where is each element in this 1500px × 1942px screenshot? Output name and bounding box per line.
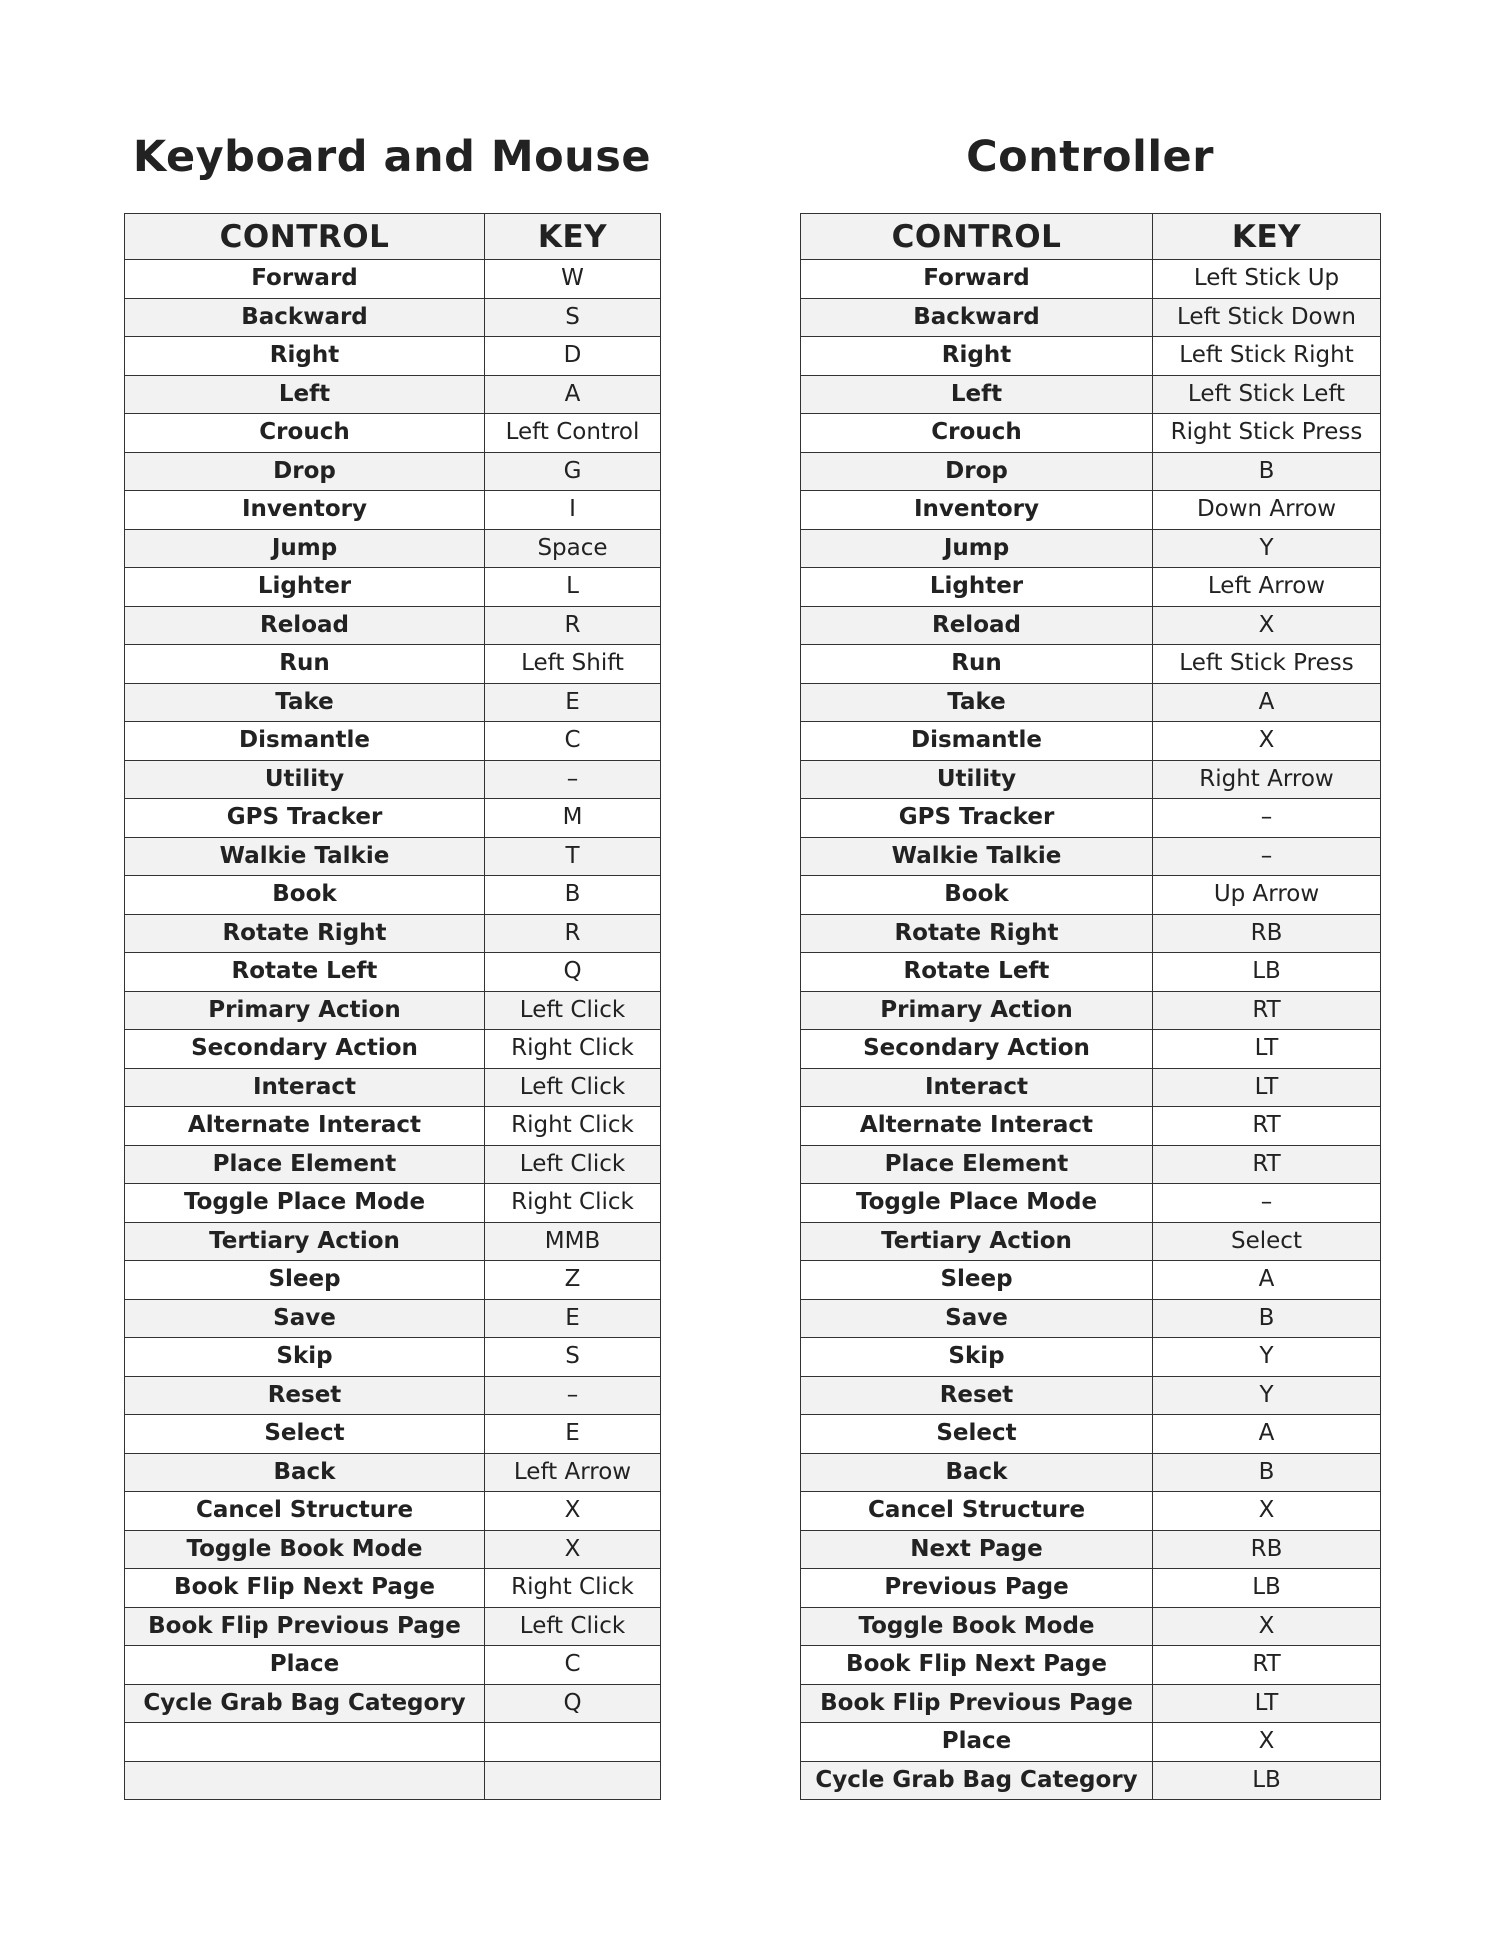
- control-cell: Toggle Book Mode: [801, 1607, 1153, 1646]
- key-cell: B: [485, 876, 661, 915]
- control-cell: Book Flip Previous Page: [125, 1607, 485, 1646]
- key-cell: Z: [485, 1261, 661, 1300]
- table-row: [801, 953, 1381, 992]
- key-cell: LT: [1153, 1684, 1381, 1723]
- table-row: [125, 683, 661, 722]
- table-row: [801, 337, 1381, 376]
- key-cell: B: [1153, 1453, 1381, 1492]
- control-cell: Secondary Action: [125, 1030, 485, 1069]
- table-row: [125, 298, 661, 337]
- control-cell: Back: [801, 1453, 1153, 1492]
- control-cell: Crouch: [801, 414, 1153, 453]
- control-cell: Drop: [801, 452, 1153, 491]
- table-row: [801, 1646, 1381, 1685]
- control-cell: Dismantle: [125, 722, 485, 761]
- control-cell: Right: [801, 337, 1153, 376]
- controller-table: [800, 213, 1381, 1800]
- keyboard-mouse-table: [124, 213, 661, 1800]
- key-cell: –: [1153, 1184, 1381, 1223]
- key-cell: Left Stick Down: [1153, 298, 1381, 337]
- control-cell: Jump: [125, 529, 485, 568]
- control-cell: Cycle Grab Bag Category: [125, 1684, 485, 1723]
- key-cell: Left Stick Right: [1153, 337, 1381, 376]
- table-row: [801, 1261, 1381, 1300]
- control-cell: Crouch: [125, 414, 485, 453]
- control-cell: Tertiary Action: [125, 1222, 485, 1261]
- key-cell: [485, 1761, 661, 1800]
- control-cell: Book Flip Next Page: [801, 1646, 1153, 1685]
- control-cell: Forward: [125, 260, 485, 299]
- key-cell: X: [1153, 1492, 1381, 1531]
- table-row: [125, 645, 661, 684]
- key-cell: Y: [1153, 1376, 1381, 1415]
- control-cell: Rotate Right: [801, 914, 1153, 953]
- control-cell: Interact: [125, 1068, 485, 1107]
- key-cell: –: [485, 1376, 661, 1415]
- table-row: [801, 1145, 1381, 1184]
- control-cell: Place: [125, 1646, 485, 1685]
- table-row: [125, 529, 661, 568]
- table-row: [125, 1723, 661, 1762]
- key-cell: Right Click: [485, 1107, 661, 1146]
- key-cell: X: [1153, 1607, 1381, 1646]
- control-cell: [125, 1723, 485, 1762]
- control-cell: Alternate Interact: [801, 1107, 1153, 1146]
- table-row: [801, 260, 1381, 299]
- control-cell: Run: [125, 645, 485, 684]
- table-row: [801, 1222, 1381, 1261]
- key-cell: R: [485, 914, 661, 953]
- control-cell: Place: [801, 1723, 1153, 1762]
- table-row: [125, 452, 661, 491]
- key-cell: –: [1153, 799, 1381, 838]
- keyboard-mouse-title: Keyboard and Mouse: [132, 132, 652, 182]
- key-column-header: KEY: [1153, 214, 1381, 260]
- control-cell: Reset: [125, 1376, 485, 1415]
- controller-rows: [801, 260, 1381, 1800]
- key-cell: M: [485, 799, 661, 838]
- control-cell: Backward: [801, 298, 1153, 337]
- table-row: [125, 1415, 661, 1454]
- control-cell: Jump: [801, 529, 1153, 568]
- control-cell: Alternate Interact: [125, 1107, 485, 1146]
- control-cell: Utility: [125, 760, 485, 799]
- key-cell: RT: [1153, 991, 1381, 1030]
- key-cell: D: [485, 337, 661, 376]
- table-row: [125, 375, 661, 414]
- control-cell: Reload: [801, 606, 1153, 645]
- control-cell: Next Page: [801, 1530, 1153, 1569]
- key-cell: T: [485, 837, 661, 876]
- key-cell: Select: [1153, 1222, 1381, 1261]
- control-cell: Toggle Place Mode: [801, 1184, 1153, 1223]
- table-row: [125, 953, 661, 992]
- key-cell: Left Arrow: [485, 1453, 661, 1492]
- key-cell: B: [1153, 452, 1381, 491]
- table-row: [125, 1068, 661, 1107]
- key-cell: A: [1153, 1415, 1381, 1454]
- control-cell: Sleep: [801, 1261, 1153, 1300]
- table-row: [125, 1376, 661, 1415]
- control-cell: Cancel Structure: [801, 1492, 1153, 1531]
- key-cell: Left Click: [485, 1068, 661, 1107]
- table-row: [125, 1222, 661, 1261]
- table-row: [125, 491, 661, 530]
- table-row: [125, 260, 661, 299]
- table-row: [125, 1607, 661, 1646]
- table-row: [125, 1569, 661, 1608]
- key-cell: RB: [1153, 1530, 1381, 1569]
- table-row: [801, 645, 1381, 684]
- table-row: [125, 568, 661, 607]
- table-header-row: [801, 214, 1381, 260]
- table-row: [801, 914, 1381, 953]
- key-cell: Left Control: [485, 414, 661, 453]
- key-cell: R: [485, 606, 661, 645]
- key-cell: LB: [1153, 1761, 1381, 1800]
- table-row: [801, 1492, 1381, 1531]
- key-cell: Q: [485, 953, 661, 992]
- table-row: [801, 452, 1381, 491]
- key-cell: C: [485, 1646, 661, 1685]
- key-cell: A: [485, 375, 661, 414]
- table-row: [801, 1684, 1381, 1723]
- key-cell: Left Click: [485, 1607, 661, 1646]
- control-cell: Left: [801, 375, 1153, 414]
- key-cell: LT: [1153, 1030, 1381, 1069]
- key-cell: Left Stick Press: [1153, 645, 1381, 684]
- key-cell: E: [485, 683, 661, 722]
- control-cell: Lighter: [125, 568, 485, 607]
- control-cell: Skip: [125, 1338, 485, 1377]
- control-cell: Rotate Left: [125, 953, 485, 992]
- controller-title: Controller: [966, 132, 1214, 182]
- table-row: [801, 1569, 1381, 1608]
- key-cell: X: [1153, 1723, 1381, 1762]
- key-cell: S: [485, 298, 661, 337]
- control-cell: Book Flip Previous Page: [801, 1684, 1153, 1723]
- control-cell: Back: [125, 1453, 485, 1492]
- table-row: [801, 1607, 1381, 1646]
- table-header-row: [125, 214, 661, 260]
- control-cell: Save: [801, 1299, 1153, 1338]
- key-cell: E: [485, 1415, 661, 1454]
- control-cell: Book: [125, 876, 485, 915]
- key-cell: Y: [1153, 1338, 1381, 1377]
- table-row: [125, 799, 661, 838]
- key-cell: A: [1153, 683, 1381, 722]
- table-row: [801, 1453, 1381, 1492]
- table-row: [801, 1184, 1381, 1223]
- table-row: [801, 1068, 1381, 1107]
- table-row: [801, 1376, 1381, 1415]
- key-cell: Right Click: [485, 1030, 661, 1069]
- table-row: [125, 1492, 661, 1531]
- table-row: [125, 1145, 661, 1184]
- key-cell: X: [485, 1492, 661, 1531]
- table-row: [125, 1453, 661, 1492]
- key-cell: Right Arrow: [1153, 760, 1381, 799]
- table-row: [125, 1761, 661, 1800]
- key-cell: LB: [1153, 1569, 1381, 1608]
- table-row: [125, 991, 661, 1030]
- key-cell: Left Click: [485, 1145, 661, 1184]
- key-cell: Left Arrow: [1153, 568, 1381, 607]
- control-cell: Place Element: [125, 1145, 485, 1184]
- key-cell: B: [1153, 1299, 1381, 1338]
- table-row: [125, 1030, 661, 1069]
- control-cell: Inventory: [801, 491, 1153, 530]
- key-cell: C: [485, 722, 661, 761]
- control-cell: Inventory: [125, 491, 485, 530]
- table-row: [125, 414, 661, 453]
- table-row: [801, 760, 1381, 799]
- table-row: [125, 722, 661, 761]
- table-row: [801, 1030, 1381, 1069]
- control-cell: Lighter: [801, 568, 1153, 607]
- key-cell: [485, 1723, 661, 1762]
- key-cell: Up Arrow: [1153, 876, 1381, 915]
- control-cell: Reset: [801, 1376, 1153, 1415]
- table-row: [801, 722, 1381, 761]
- table-row: [125, 876, 661, 915]
- table-row: [801, 991, 1381, 1030]
- table-row: [125, 1107, 661, 1146]
- table-row: [801, 1530, 1381, 1569]
- table-row: [801, 799, 1381, 838]
- key-cell: Right Click: [485, 1184, 661, 1223]
- key-cell: –: [1153, 837, 1381, 876]
- table-row: [125, 1684, 661, 1723]
- table-row: [801, 1107, 1381, 1146]
- control-cell: Primary Action: [125, 991, 485, 1030]
- control-cell: Primary Action: [801, 991, 1153, 1030]
- key-column-header: KEY: [485, 214, 661, 260]
- control-cell: Cancel Structure: [125, 1492, 485, 1531]
- control-cell: Walkie Talkie: [125, 837, 485, 876]
- key-cell: RT: [1153, 1107, 1381, 1146]
- key-cell: Q: [485, 1684, 661, 1723]
- control-cell: Backward: [125, 298, 485, 337]
- table-row: [801, 491, 1381, 530]
- table-row: [801, 375, 1381, 414]
- control-cell: Dismantle: [801, 722, 1153, 761]
- key-cell: X: [485, 1530, 661, 1569]
- table-row: [125, 1261, 661, 1300]
- key-cell: X: [1153, 606, 1381, 645]
- key-cell: L: [485, 568, 661, 607]
- key-cell: RT: [1153, 1646, 1381, 1685]
- table-row: [801, 876, 1381, 915]
- table-row: [801, 1415, 1381, 1454]
- control-cell: Skip: [801, 1338, 1153, 1377]
- key-cell: W: [485, 260, 661, 299]
- table-row: [125, 337, 661, 376]
- control-cell: Select: [801, 1415, 1153, 1454]
- table-row: [801, 837, 1381, 876]
- table-row: [125, 1184, 661, 1223]
- key-cell: I: [485, 491, 661, 530]
- table-row: [125, 760, 661, 799]
- key-cell: A: [1153, 1261, 1381, 1300]
- control-cell: Utility: [801, 760, 1153, 799]
- control-cell: Take: [125, 683, 485, 722]
- control-cell: Select: [125, 1415, 485, 1454]
- key-cell: RT: [1153, 1145, 1381, 1184]
- table-row: [125, 914, 661, 953]
- control-cell: Reload: [125, 606, 485, 645]
- control-cell: GPS Tracker: [125, 799, 485, 838]
- control-cell: Place Element: [801, 1145, 1153, 1184]
- table-row: [125, 1299, 661, 1338]
- control-cell: Walkie Talkie: [801, 837, 1153, 876]
- keyboard-mouse-rows: [125, 260, 661, 1800]
- key-cell: X: [1153, 722, 1381, 761]
- control-cell: Cycle Grab Bag Category: [801, 1761, 1153, 1800]
- table-row: [801, 1299, 1381, 1338]
- control-cell: Forward: [801, 260, 1153, 299]
- table-row: [801, 1761, 1381, 1800]
- control-cell: Secondary Action: [801, 1030, 1153, 1069]
- key-cell: G: [485, 452, 661, 491]
- table-row: [125, 1530, 661, 1569]
- table-row: [801, 1723, 1381, 1762]
- control-cell: Tertiary Action: [801, 1222, 1153, 1261]
- key-cell: E: [485, 1299, 661, 1338]
- control-cell: Drop: [125, 452, 485, 491]
- key-cell: MMB: [485, 1222, 661, 1261]
- table-row: [801, 568, 1381, 607]
- table-row: [801, 606, 1381, 645]
- control-cell: Right: [125, 337, 485, 376]
- control-cell: Rotate Left: [801, 953, 1153, 992]
- table-row: [125, 1338, 661, 1377]
- table-row: [801, 298, 1381, 337]
- control-cell: Book Flip Next Page: [125, 1569, 485, 1608]
- control-cell: Previous Page: [801, 1569, 1153, 1608]
- table-row: [125, 1646, 661, 1685]
- control-cell: Rotate Right: [125, 914, 485, 953]
- control-cell: Save: [125, 1299, 485, 1338]
- control-cell: [125, 1761, 485, 1800]
- key-cell: Left Shift: [485, 645, 661, 684]
- key-cell: Left Stick Left: [1153, 375, 1381, 414]
- key-cell: Down Arrow: [1153, 491, 1381, 530]
- control-column-header: CONTROL: [125, 214, 485, 260]
- control-cell: Take: [801, 683, 1153, 722]
- control-cell: Book: [801, 876, 1153, 915]
- table-row: [125, 837, 661, 876]
- control-cell: Toggle Place Mode: [125, 1184, 485, 1223]
- table-row: [801, 529, 1381, 568]
- table-row: [801, 414, 1381, 453]
- key-cell: LT: [1153, 1068, 1381, 1107]
- control-cell: Interact: [801, 1068, 1153, 1107]
- table-row: [801, 1338, 1381, 1377]
- key-cell: Y: [1153, 529, 1381, 568]
- control-cell: GPS Tracker: [801, 799, 1153, 838]
- control-column-header: CONTROL: [801, 214, 1153, 260]
- control-cell: Sleep: [125, 1261, 485, 1300]
- key-cell: Space: [485, 529, 661, 568]
- control-cell: Run: [801, 645, 1153, 684]
- key-cell: Right Click: [485, 1569, 661, 1608]
- table-row: [801, 683, 1381, 722]
- key-cell: Right Stick Press: [1153, 414, 1381, 453]
- key-cell: Left Click: [485, 991, 661, 1030]
- table-row: [125, 606, 661, 645]
- key-cell: LB: [1153, 953, 1381, 992]
- key-cell: RB: [1153, 914, 1381, 953]
- control-cell: Left: [125, 375, 485, 414]
- key-cell: Left Stick Up: [1153, 260, 1381, 299]
- key-cell: S: [485, 1338, 661, 1377]
- key-cell: –: [485, 760, 661, 799]
- control-cell: Toggle Book Mode: [125, 1530, 485, 1569]
